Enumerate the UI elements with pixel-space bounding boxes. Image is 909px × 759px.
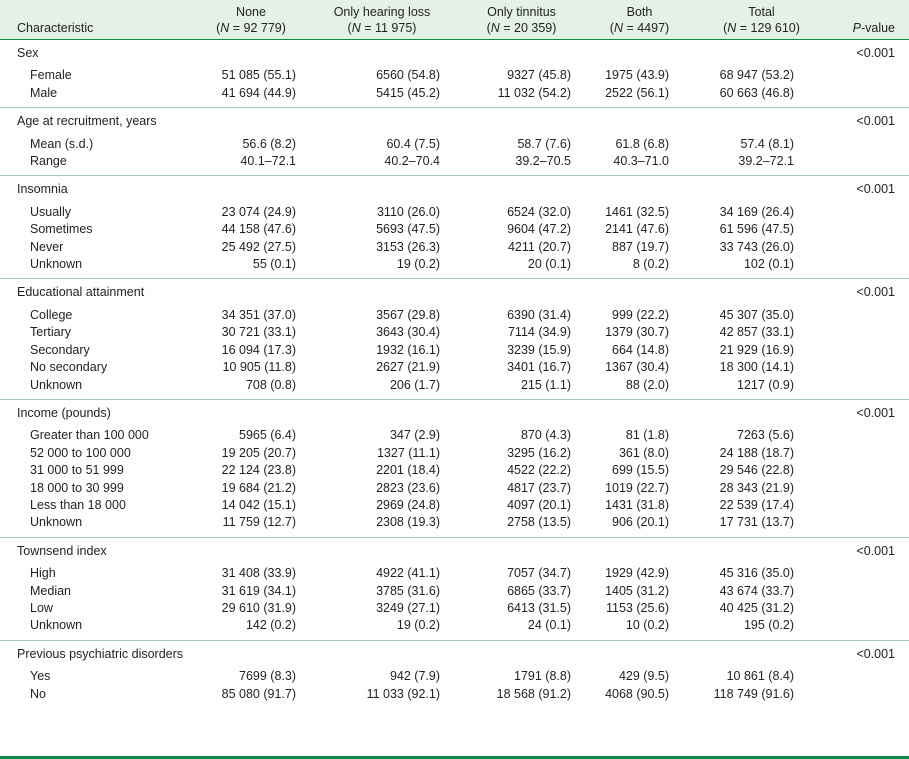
header-group-total	[694, 0, 829, 40]
table-cell: 1932 (16.1)	[376, 342, 440, 357]
table-cell-empty	[829, 359, 909, 376]
table-cell: 19 684 (21.2)	[221, 480, 296, 495]
table-cell: 6560 (54.8)	[376, 68, 440, 83]
table-cell: 45 307 (35.0)	[719, 307, 794, 322]
table-cell: 24 188 (18.7)	[719, 445, 794, 460]
table-cell: 6413 (31.5)	[507, 600, 571, 615]
table-cell: 1327 (11.1)	[376, 445, 440, 460]
table-row	[0, 136, 909, 153]
section-header-row	[0, 40, 909, 68]
table-cell: 11 033 (92.1)	[366, 686, 440, 701]
row-label: Sometimes	[30, 222, 93, 237]
table-cell: 2627 (21.9)	[376, 360, 440, 375]
table-cell: 61.8 (6.8)	[615, 136, 669, 151]
header-n-value: 4497	[637, 21, 666, 35]
table-cell: 999 (22.2)	[612, 307, 669, 322]
table-row	[0, 67, 909, 84]
table-cell: 40 425 (31.2)	[719, 600, 794, 615]
table-cell: 7057 (34.7)	[507, 566, 571, 581]
table-cell: 1217 (0.9)	[737, 377, 794, 392]
table-cell: 3239 (15.9)	[507, 342, 571, 357]
table-row	[0, 204, 909, 221]
header-group-n: (N = 129 610)	[723, 21, 800, 35]
table-cell: 60.4 (7.5)	[386, 136, 440, 151]
header-group-name: Both	[626, 5, 653, 19]
table-row	[0, 377, 909, 400]
row-label: Greater than 100 000	[30, 428, 149, 443]
header-group-tinnitus	[458, 0, 585, 40]
table-cell: 3295 (16.2)	[507, 445, 571, 460]
table-cell: 708 (0.8)	[245, 377, 296, 392]
table-cell-empty	[829, 342, 909, 359]
header-group-none	[196, 0, 306, 40]
row-label: College	[30, 307, 73, 322]
table-cell-empty	[829, 377, 909, 400]
table-cell: 1379 (30.7)	[605, 325, 669, 340]
section-p-value: <0.001	[829, 279, 909, 307]
section-label: Previous psychiatric disorders	[0, 640, 829, 668]
table-cell: 39.2–70.5	[515, 154, 571, 169]
table-cell: 24 (0.1)	[527, 618, 571, 633]
header-group-n: (N = 11 975)	[347, 21, 417, 35]
table-cell: 8 (0.2)	[632, 257, 669, 272]
table-row	[0, 427, 909, 444]
section-header-row	[0, 176, 909, 204]
table-cell: 22 539 (17.4)	[719, 497, 794, 512]
table-cell: 1975 (43.9)	[605, 68, 669, 83]
table-row	[0, 462, 909, 479]
row-label: Male	[30, 85, 58, 100]
table-cell: 34 169 (26.4)	[719, 204, 794, 219]
section-p-value: <0.001	[829, 537, 909, 565]
table-cell: 45 316 (35.0)	[719, 566, 794, 581]
section-label: Townsend index	[0, 537, 829, 565]
table-cell-empty	[829, 617, 909, 640]
table-cell-empty	[829, 583, 909, 600]
table-row	[0, 221, 909, 238]
table-cell: 14 042 (15.1)	[221, 497, 296, 512]
row-label: Median	[30, 583, 71, 598]
table-cell: 7699 (8.3)	[239, 669, 296, 684]
section-label: Age at recruitment, years	[0, 108, 829, 136]
table-cell: 2141 (47.6)	[605, 222, 669, 237]
table-cell: 55 (0.1)	[252, 257, 296, 272]
table-cell: 4068 (90.5)	[605, 686, 669, 701]
table-cell: 57.4 (8.1)	[740, 136, 794, 151]
table-cell: 4211 (20.7)	[507, 239, 571, 254]
table-cell: 40.1–72.1	[240, 154, 296, 169]
table-cell: 1153 (25.6)	[605, 600, 669, 615]
table-cell-empty	[829, 462, 909, 479]
table-cell: 887 (19.7)	[612, 239, 669, 254]
header-group-both	[585, 0, 694, 40]
table-cell: 34 351 (37.0)	[221, 307, 296, 322]
table-cell: 4522 (22.2)	[507, 463, 571, 478]
table-cell-empty	[829, 307, 909, 324]
table-row	[0, 600, 909, 617]
table-cell: 347 (2.9)	[389, 428, 440, 443]
table-cell: 42 857 (33.1)	[719, 325, 794, 340]
table-cell: 60 663 (46.8)	[719, 85, 794, 100]
table-cell-empty	[829, 427, 909, 444]
table-cell: 5693 (47.5)	[376, 222, 440, 237]
header-n-value: 92 779	[243, 21, 282, 35]
header-n-value: 129 610	[750, 21, 796, 35]
table-cell-empty	[829, 136, 909, 153]
table-cell: 6865 (33.7)	[507, 583, 571, 598]
row-label: 18 000 to 30 999	[30, 480, 124, 495]
table-cell-empty	[829, 445, 909, 462]
row-label: 52 000 to 100 000	[30, 445, 131, 460]
table-cell: 44 158 (47.6)	[221, 222, 296, 237]
table-cell: 906 (20.1)	[612, 515, 669, 530]
table-cell-empty	[829, 324, 909, 341]
row-label: Unknown	[30, 377, 83, 392]
section-label: Income (pounds)	[0, 399, 829, 427]
table-cell: 2758 (13.5)	[507, 515, 571, 530]
table-cell: 19 (0.2)	[396, 257, 440, 272]
row-label: Low	[30, 600, 53, 615]
table-cell-empty	[829, 204, 909, 221]
table-cell-empty	[829, 67, 909, 84]
table-cell-empty	[829, 153, 909, 176]
table-cell: 39.2–72.1	[738, 154, 794, 169]
table-cell: 2823 (23.6)	[376, 480, 440, 495]
table-cell: 21 929 (16.9)	[719, 342, 794, 357]
row-label: High	[30, 566, 56, 581]
header-group-name: Total	[748, 5, 775, 19]
table-row	[0, 514, 909, 537]
table-cell: 7263 (5.6)	[737, 428, 794, 443]
table-cell: 4097 (20.1)	[507, 497, 571, 512]
table-cell: 20 (0.1)	[527, 257, 571, 272]
table-cell: 3567 (29.8)	[376, 307, 440, 322]
table-row	[0, 686, 909, 708]
table-cell: 9327 (45.8)	[507, 68, 571, 83]
section-label: Educational attainment	[0, 279, 829, 307]
table-row	[0, 497, 909, 514]
table-cell: 10 861 (8.4)	[726, 669, 794, 684]
header-group-name: None	[236, 5, 266, 19]
section-header-row	[0, 279, 909, 307]
table-cell: 3785 (31.6)	[376, 583, 440, 598]
table-cell: 1405 (31.2)	[605, 583, 669, 598]
table-cell: 18 300 (14.1)	[719, 360, 794, 375]
table-cell: 16 094 (17.3)	[221, 342, 296, 357]
row-label: Unknown	[30, 257, 83, 272]
table-cell: 699 (15.5)	[612, 463, 669, 478]
table-cell: 1431 (31.8)	[605, 497, 669, 512]
table-cell: 2969 (24.8)	[376, 497, 440, 512]
table-cell: 19 (0.2)	[396, 618, 440, 633]
table-cell: 40.2–70.4	[384, 154, 440, 169]
table-row	[0, 342, 909, 359]
table-row	[0, 256, 909, 279]
row-label: Mean (s.d.)	[30, 136, 94, 151]
header-group-name: Only tinnitus	[487, 5, 556, 19]
section-header-row	[0, 537, 909, 565]
table-row	[0, 324, 909, 341]
table-cell: 25 492 (27.5)	[221, 239, 296, 254]
section-header-row	[0, 640, 909, 668]
table-row	[0, 85, 909, 108]
row-label: No secondary	[30, 360, 108, 375]
row-label: Female	[30, 68, 72, 83]
table-cell: 6390 (31.4)	[507, 307, 571, 322]
table-cell: 215 (1.1)	[520, 377, 571, 392]
table-cell: 1929 (42.9)	[605, 566, 669, 581]
table-cell: 3643 (30.4)	[376, 325, 440, 340]
table-cell: 10 905 (11.8)	[222, 360, 296, 375]
table-cell-empty	[829, 600, 909, 617]
table-cell: 56.6 (8.2)	[242, 136, 296, 151]
table-cell-empty	[829, 85, 909, 108]
table-cell: 195 (0.2)	[743, 618, 794, 633]
table-cell: 664 (14.8)	[612, 342, 669, 357]
table-cell: 7114 (34.9)	[507, 325, 571, 340]
table-body	[0, 40, 909, 709]
table-cell: 28 343 (21.9)	[719, 480, 794, 495]
row-label: Range	[30, 154, 67, 169]
table-row	[0, 307, 909, 324]
table-cell: 429 (9.5)	[618, 669, 669, 684]
section-p-value: <0.001	[829, 399, 909, 427]
table-cell: 4922 (41.1)	[376, 566, 440, 581]
table-cell: 88 (2.0)	[625, 377, 669, 392]
table-cell-empty	[829, 239, 909, 256]
section-header-row	[0, 399, 909, 427]
section-p-value: <0.001	[829, 640, 909, 668]
row-label: Less than 18 000	[30, 497, 126, 512]
table-cell-empty	[829, 256, 909, 279]
table-cell: 361 (8.0)	[618, 445, 669, 460]
section-p-value: <0.001	[829, 108, 909, 136]
table-cell: 31 619 (34.1)	[221, 583, 296, 598]
table-cell: 41 694 (44.9)	[221, 85, 296, 100]
table-cell-empty	[829, 221, 909, 238]
header-p-italic: P	[852, 21, 861, 35]
table-cell: 43 674 (33.7)	[719, 583, 794, 598]
section-label: Insomnia	[0, 176, 829, 204]
header-characteristic: Characteristic	[0, 0, 196, 40]
table-row	[0, 565, 909, 582]
table-row	[0, 583, 909, 600]
header-group-hearing-loss	[306, 0, 458, 40]
table-cell: 1367 (30.4)	[605, 360, 669, 375]
table-cell: 9604 (47.2)	[507, 222, 571, 237]
table-cell: 142 (0.2)	[245, 618, 296, 633]
header-n-value: 20 359	[514, 21, 553, 35]
row-label: No	[30, 686, 46, 701]
table-cell: 4817 (23.7)	[507, 480, 571, 495]
table-cell: 40.3–71.0	[613, 154, 669, 169]
table-cell: 85 080 (91.7)	[221, 686, 296, 701]
table-cell: 30 721 (33.1)	[221, 325, 296, 340]
table-row	[0, 617, 909, 640]
table-cell: 19 205 (20.7)	[221, 445, 296, 460]
table-cell: 3249 (27.1)	[376, 600, 440, 615]
table-cell: 1461 (32.5)	[605, 204, 669, 219]
table-cell: 31 408 (33.9)	[221, 566, 296, 581]
table-header-row	[0, 0, 909, 40]
table-row	[0, 480, 909, 497]
table-cell: 870 (4.3)	[520, 428, 571, 443]
row-label: Yes	[30, 669, 51, 684]
row-label: Tertiary	[30, 325, 71, 340]
table-cell: 942 (7.9)	[389, 669, 440, 684]
table-cell: 2308 (19.3)	[376, 515, 440, 530]
table-cell: 61 596 (47.5)	[719, 222, 794, 237]
table-cell: 2522 (56.1)	[605, 85, 669, 100]
header-p-rest: -value	[860, 21, 895, 35]
row-label: Never	[30, 239, 64, 254]
table-cell: 3153 (26.3)	[376, 239, 440, 254]
section-p-value: <0.001	[829, 176, 909, 204]
table-cell: 11 032 (54.2)	[497, 85, 571, 100]
table-cell-empty	[829, 480, 909, 497]
table-cell-empty	[829, 497, 909, 514]
table-cell: 5965 (6.4)	[239, 428, 296, 443]
table-cell: 33 743 (26.0)	[719, 239, 794, 254]
row-label: Unknown	[30, 618, 83, 633]
table-row	[0, 445, 909, 462]
table-cell: 5415 (45.2)	[376, 85, 440, 100]
table-cell: 81 (1.8)	[625, 428, 669, 443]
row-label: Unknown	[30, 515, 83, 530]
table-cell: 23 074 (24.9)	[221, 204, 296, 219]
table-row	[0, 668, 909, 685]
header-group-n: (N = 20 359)	[486, 21, 557, 35]
table-cell: 11 759 (12.7)	[222, 515, 296, 530]
table-cell: 102 (0.1)	[743, 257, 794, 272]
row-label: Usually	[30, 204, 71, 219]
table-cell: 6524 (32.0)	[507, 204, 571, 219]
table-cell-empty	[829, 514, 909, 537]
row-label: 31 000 to 51 999	[30, 463, 124, 478]
table-cell: 18 568 (91.2)	[496, 686, 571, 701]
table-cell-empty	[829, 565, 909, 582]
table-cell: 118 749 (91.6)	[713, 686, 794, 701]
table-cell: 2201 (18.4)	[376, 463, 440, 478]
table-cell: 17 731 (13.7)	[719, 515, 794, 530]
header-n-value: 11 975	[374, 21, 413, 35]
table-row	[0, 239, 909, 256]
section-p-value: <0.001	[856, 46, 895, 60]
table-cell: 51 085 (55.1)	[221, 68, 296, 83]
table-cell: 29 610 (31.9)	[221, 600, 296, 615]
table-cell-empty	[829, 686, 909, 708]
table-cell: 3401 (16.7)	[507, 360, 571, 375]
header-group-n: (N = 92 779)	[216, 21, 286, 35]
header-p-value	[829, 0, 909, 40]
table-cell: 29 546 (22.8)	[719, 463, 794, 478]
table-row	[0, 359, 909, 376]
table-cell: 58.7 (7.6)	[517, 136, 571, 151]
section-label: Sex	[17, 46, 39, 60]
header-group-n: (N = 4497)	[609, 21, 670, 35]
table-cell: 22 124 (23.8)	[221, 463, 296, 478]
header-group-name: Only hearing loss	[333, 5, 431, 19]
row-label: Secondary	[30, 342, 90, 357]
table-cell: 10 (0.2)	[625, 618, 669, 633]
section-header-row	[0, 108, 909, 136]
table-cell: 1791 (8.8)	[514, 669, 571, 684]
table-row	[0, 153, 909, 176]
table-cell: 3110 (26.0)	[376, 204, 440, 219]
table-cell: 1019 (22.7)	[605, 480, 669, 495]
table-cell-empty	[829, 668, 909, 685]
table-cell: 206 (1.7)	[389, 377, 440, 392]
table-cell: 68 947 (53.2)	[719, 68, 794, 83]
